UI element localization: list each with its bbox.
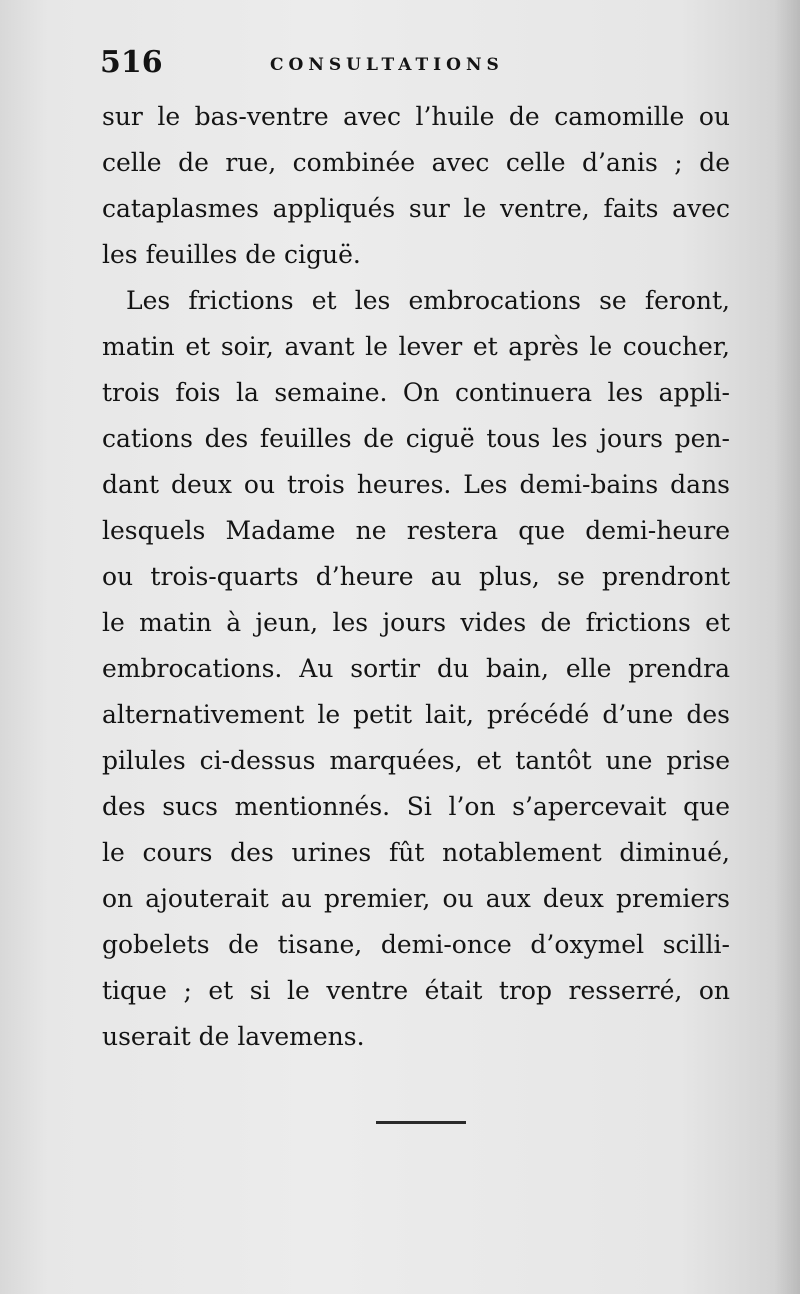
- body-text: [102, 94, 730, 1060]
- text-line: le cours des urines fût notablement diminué,: [102, 838, 730, 867]
- text-line: les feuilles de ciguë.: [102, 240, 361, 269]
- running-head: CONSULTATIONS: [270, 55, 504, 75]
- text-line: sur le bas-ventre avec l’huile de camomille ou: [102, 102, 730, 131]
- page-edge-shadow: [774, 0, 800, 1294]
- text-line: des sucs mentionnés. Si l’on s’apercevait que: [102, 792, 730, 821]
- text-line: trois fois la semaine. On continuera les appli-: [102, 378, 730, 407]
- text-line: lesquels Madame ne restera que demi-heure: [102, 516, 730, 545]
- text-line: dant deux ou trois heures. Les demi-bains dans: [102, 470, 730, 499]
- text-line: gobelets de tisane, demi-once d’oxymel scilli-: [102, 930, 730, 959]
- section-rule: [376, 1121, 466, 1124]
- text-line: ou trois-quarts d’heure au plus, se prendront: [102, 562, 730, 591]
- text-line: userait de lavemens.: [102, 1022, 365, 1051]
- text-line: alternativement le petit lait, précédé d’une des: [102, 700, 730, 729]
- text-line: tique ; et si le ventre était trop resserré, on: [102, 976, 730, 1005]
- text-line: pilules ci-dessus marquées, et tantôt une prise: [102, 746, 730, 775]
- page-header: [100, 40, 560, 86]
- text-line: celle de rue, combinée avec celle d’anis ; de: [102, 148, 730, 177]
- text-line: cataplasmes appliqués sur le ventre, faits avec: [102, 194, 730, 223]
- text-line: embrocations. Au sortir du bain, elle prendra: [102, 654, 730, 683]
- text-line: on ajouterait au premier, ou aux deux premiers: [102, 884, 730, 913]
- text-line: Les frictions et les embrocations se feront,: [126, 286, 730, 315]
- text-line: le matin à jeun, les jours vides de frictions et: [102, 608, 730, 637]
- page-number: 516: [100, 45, 163, 80]
- bleed-through-text: [100, 955, 740, 1255]
- text-line: cations des feuilles de ciguë tous les jours pen-: [102, 424, 730, 453]
- text-line: matin et soir, avant le lever et après le coucher,: [102, 332, 730, 361]
